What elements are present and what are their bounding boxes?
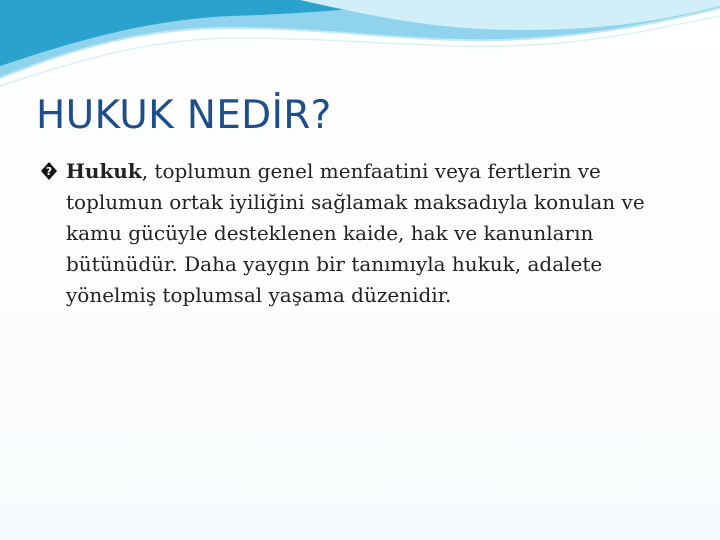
svg-text:?: ? (45, 165, 53, 178)
replacement-character-icon (40, 161, 58, 181)
definition-term: Hukuk (66, 159, 142, 183)
slide-body (40, 156, 690, 311)
definition-text: , toplumun genel menfaatini veya fertlerin ve toplumun ortak iyiliğini sağlamak maksadıyla konulan ve kamu gücüyle desteklenen kaide, hak ve kanunların bütünüdür. Daha yaygın bir tanımıyla hukuk, adalete yönelmiş toplumsal yaşama düzenidir. (66, 159, 645, 307)
slide-title: HUKUK NEDİR? (36, 93, 332, 138)
bullet-item (40, 156, 690, 311)
header-wave-decoration (0, 0, 720, 90)
